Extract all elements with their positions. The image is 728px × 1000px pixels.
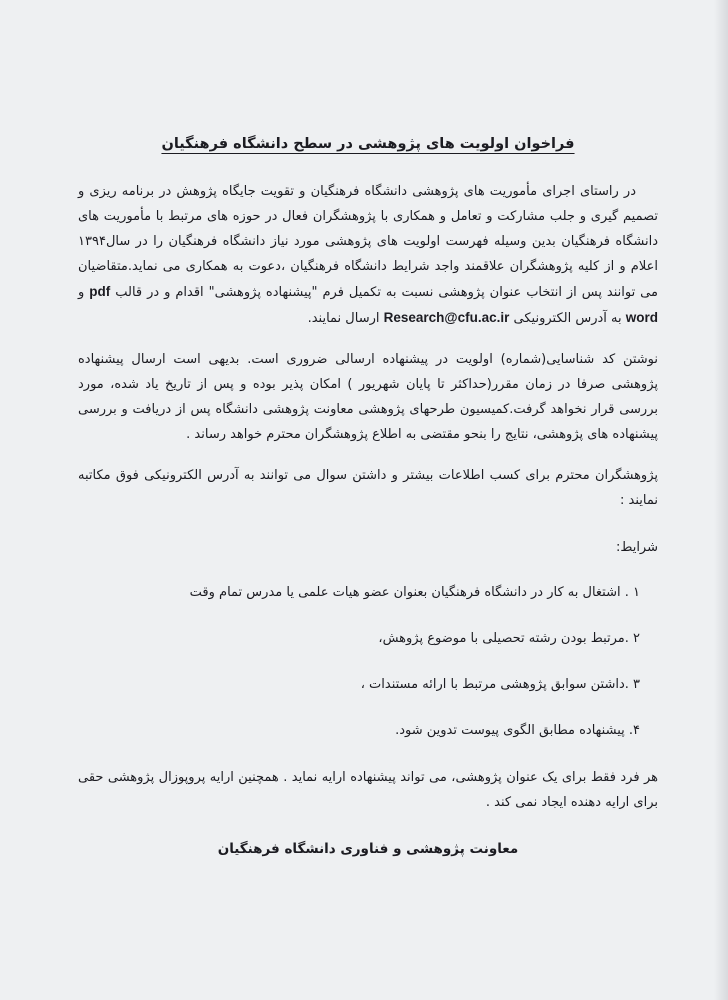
page-edge-shadow <box>714 0 728 1000</box>
intro-text-after-email: ارسال نمایند. <box>307 311 380 326</box>
intro-text-before-email: به آدرس الکترونیکی <box>513 311 622 326</box>
document-body <box>78 120 658 862</box>
signature: معاونت پژوهشی و فناوری دانشگاه فرهنگیان <box>217 841 519 857</box>
final-note: هر فرد فقط برای یک عنوان پژوهشی، می تواند پیشنهاده ارایه نماید . همچنین ارایه پروپوزال پژوهشی حقی برای ارایه دهنده ایجاد نمی کند . <box>78 770 658 810</box>
document-title-text: فراخوان اولویت های پژوهشی در سطح دانشگاه فرهنگیان <box>161 136 575 152</box>
format-pdf: pdf <box>89 284 111 299</box>
document-title <box>78 132 658 157</box>
condition-item-2: ۲ .مرتبط بودن رشته تحصیلی با موضوع پژوهش، <box>378 631 640 646</box>
condition-item-1: ۱ . اشتغال به کار در دانشگاه فرهنگیان بعنوان عضو هیات علمی یا مدرس تمام وقت <box>189 585 640 600</box>
intro-text: در راستای اجرای مأموریت های پژوهشی دانشگاه فرهنگیان و تقویت جایگاه پژوهش در برنامه ریزی و تصمیم گیری و جلب مشارکت و تعامل و همکاری با پژوهشگران فعال در حوزه های مرتبط با مأموریت های دانشگاه فرهنگیان بدین وسیله فهرست اولویت های پژوهشی مورد نیاز دانشگاه فرهنگیان را در سال۱۳۹۴ اعلام و از کلیه پژوهشگران علاقمند واجد شرایط دانشگاه فرهنگیان ،دعوت به همکاری می نماید.متقاضیان می توانند پس از انتخاب عنوان پژوهشی نسبت به تکمیل فرم "پیشنهاده پژوهشی" اقدام و در قالب <box>78 184 658 300</box>
conditions-heading: شرایط: <box>615 540 658 555</box>
format-word: word <box>625 310 658 325</box>
submission-paragraph: نوشتن کد شناسایی(شماره) اولویت در پیشنهاده ارسالی ضروری است. بدیهی است ارسال پیشنهاده پژوهشی صرفا در زمان مقرر(حداکثر تا پایان شهریور ) امکان پذیر بوده و پس از تاریخ یاد شده، مورد بررسی قرار نخواهد گرفت.کمیسیون طرحهای پژوهشی معاونت پژوهشی دانشگاه پس از دریافت و بررسی پیشنهاده های پژوهشی، نتایج را بنحو مقتضی به اطلاع پژوهشگران محترم خواهد رساند . <box>78 352 658 442</box>
condition-item-3: ۳ .داشتن سوابق پژوهشی مرتبط با ارائه مستندات ، <box>360 677 640 692</box>
research-email: Research@cfu.ac.ir <box>383 310 510 325</box>
condition-item-4: ۴. پیشنهاده مطابق الگوی پیوست تدوین شود. <box>395 723 640 738</box>
contact-paragraph: پژوهشگران محترم برای کسب اطلاعات بیشتر و داشتن سوال می توانند به آدرس الکترونیکی فوق مکاتبه نمایند : <box>78 468 658 508</box>
intro-paragraph <box>78 179 658 331</box>
format-connector: و <box>78 285 85 300</box>
